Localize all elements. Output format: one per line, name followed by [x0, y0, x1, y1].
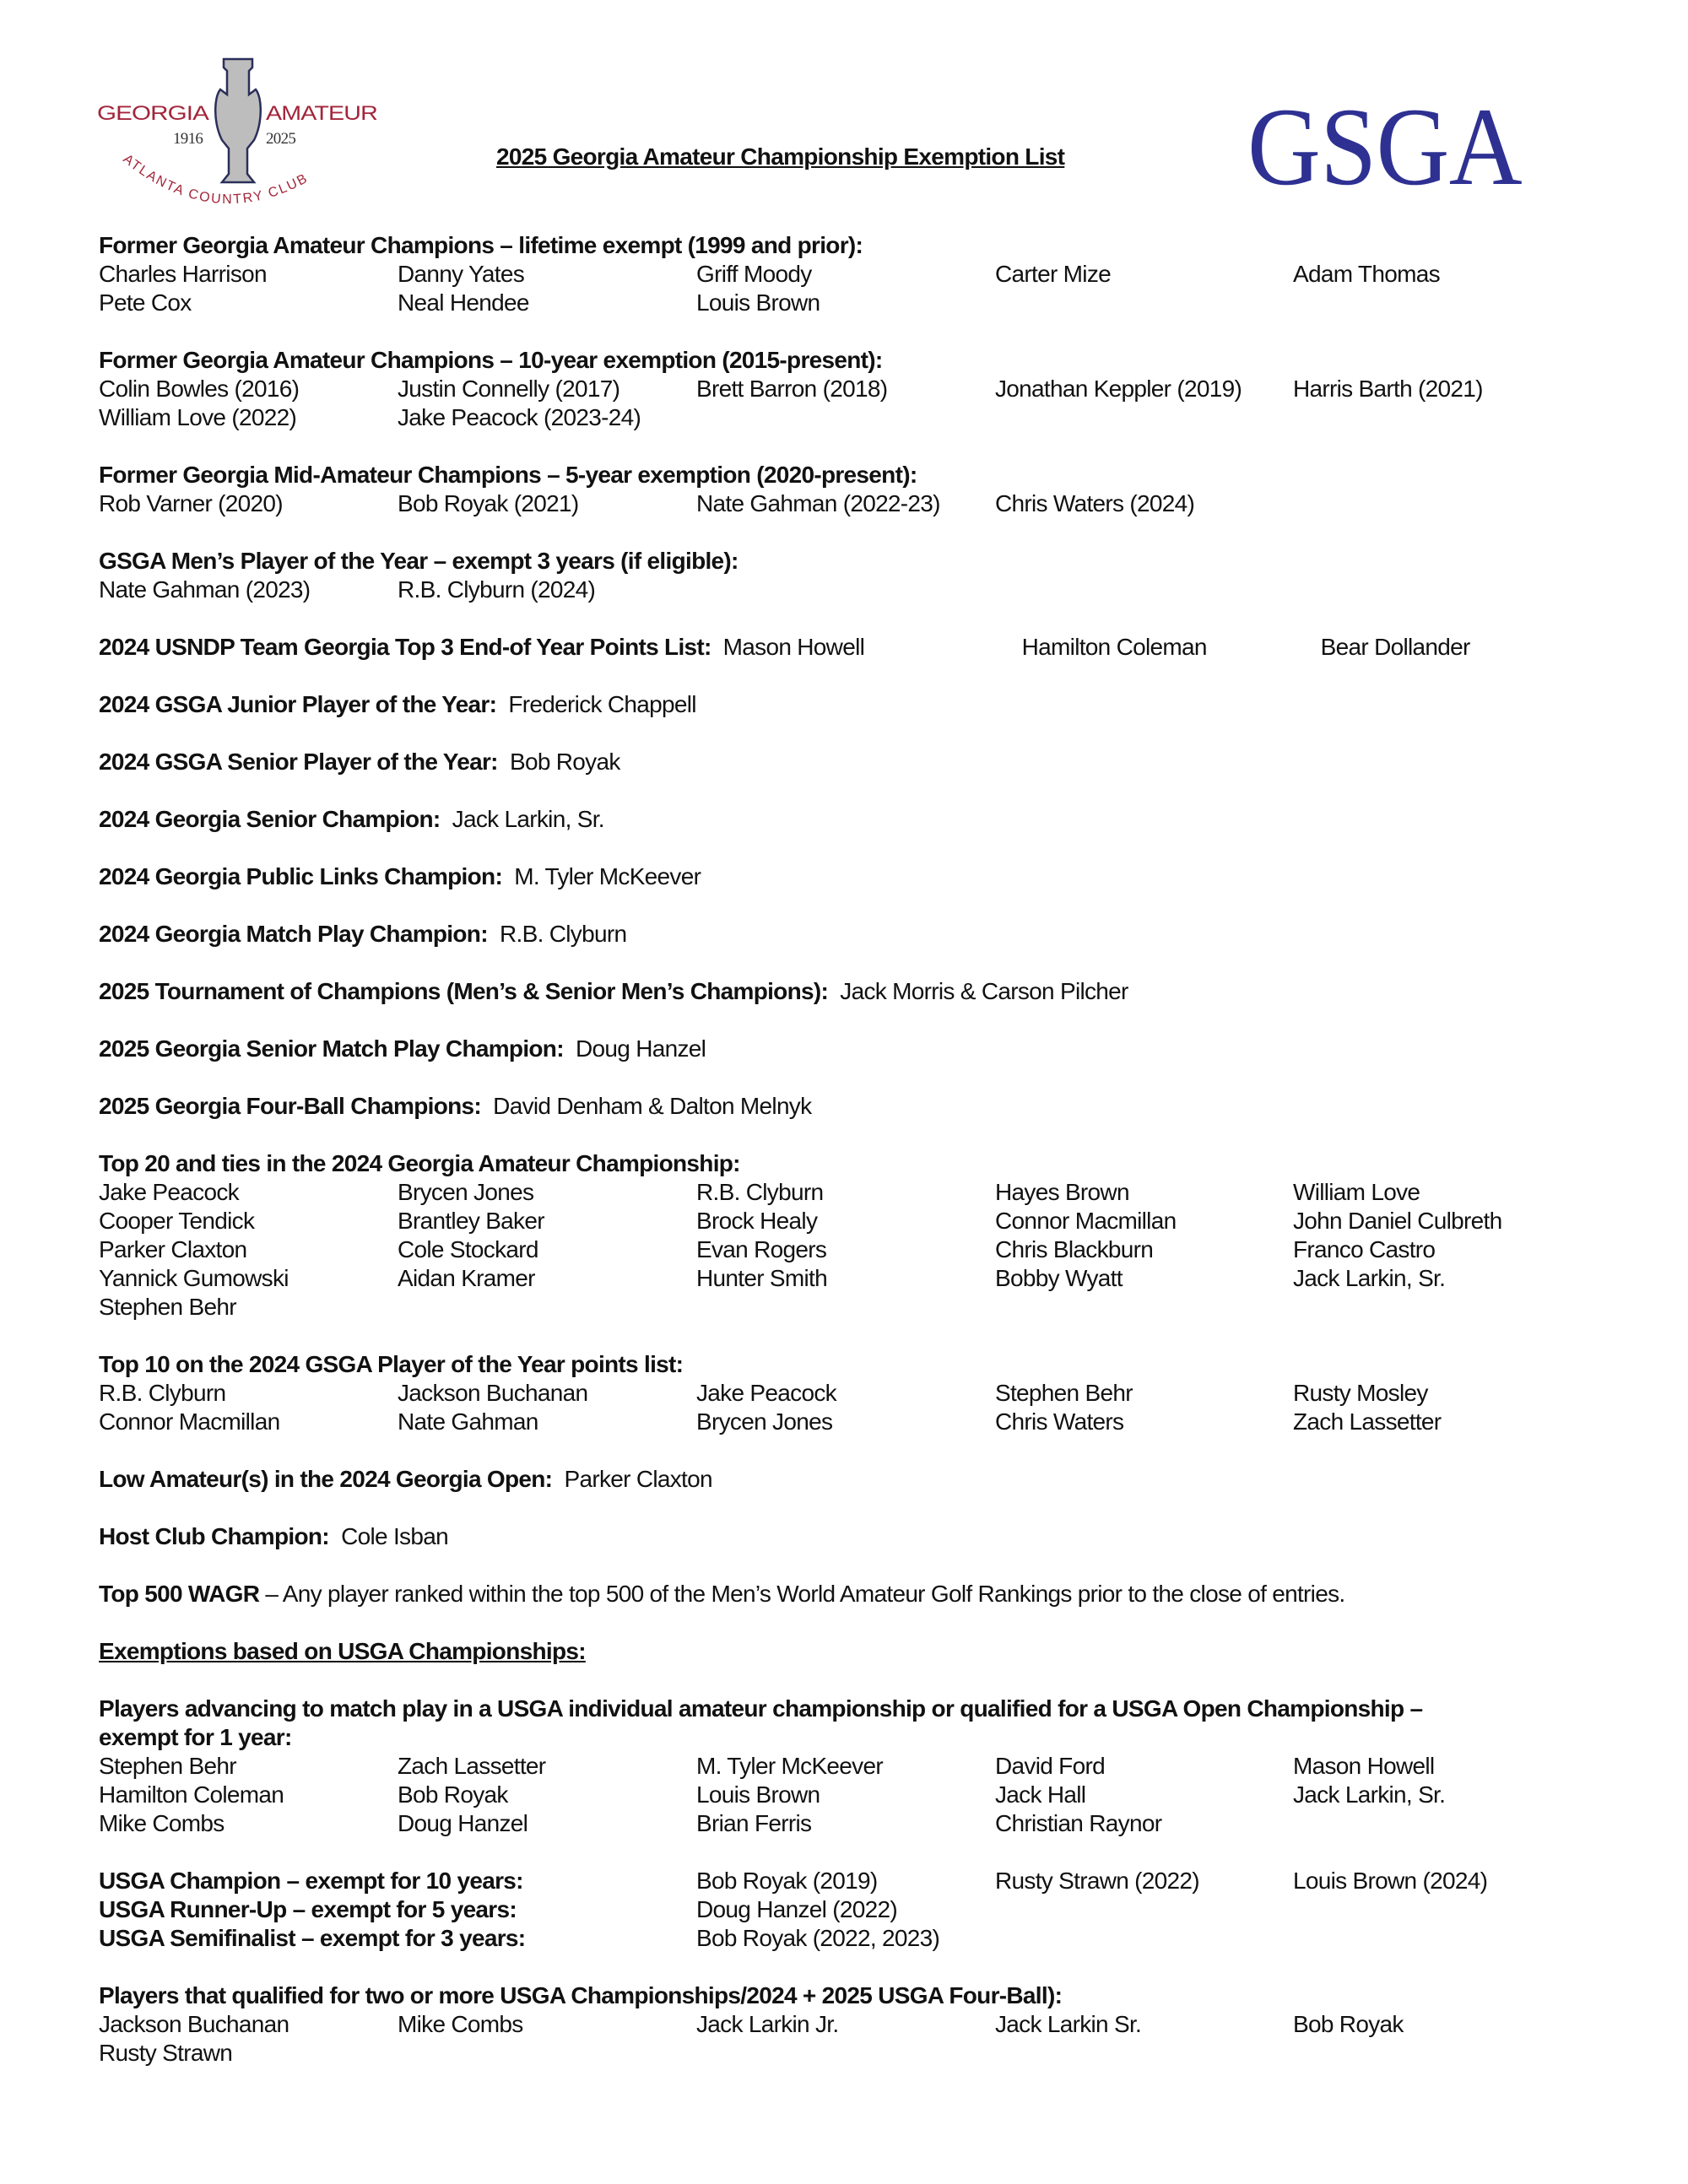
entry-label: 2024 GSGA Junior Player of the Year:	[99, 691, 497, 717]
name-grid	[99, 1752, 1652, 1838]
inline-entry	[99, 1092, 1652, 1121]
exemption-section	[99, 977, 1652, 1006]
player-name: Bob Royak (2022, 2023)	[696, 1925, 940, 1951]
entry-label: Host Club Champion:	[99, 1523, 329, 1549]
player-name: Rusty Mosley	[1293, 1380, 1428, 1406]
player-name: Zach Lassetter	[398, 1753, 546, 1779]
entry-label: 2024 Georgia Match Play Champion:	[99, 921, 488, 947]
player-name: Charles Harrison	[99, 261, 267, 287]
player-name: R.B. Clyburn	[99, 1380, 226, 1406]
player-name: Bob Royak	[1293, 2011, 1404, 2037]
exemption-section	[99, 547, 1652, 604]
inline-entry	[99, 1522, 1652, 1551]
exemption-section	[99, 1350, 1652, 1436]
player-name: Jackson Buchanan	[398, 1380, 588, 1406]
exemption-section	[99, 1522, 1652, 1551]
entry-value: Jack Larkin, Sr.	[452, 806, 604, 832]
exemption-section	[99, 920, 1652, 949]
player-name: Jonathan Keppler (2019)	[995, 376, 1242, 402]
inline-entry	[99, 748, 1652, 776]
name-grid	[99, 1379, 1652, 1436]
player-name: Jack Larkin, Sr.	[1293, 1781, 1446, 1808]
svg-text:AMATEUR: AMATEUR	[266, 102, 378, 125]
player-name: Jack Larkin Jr.	[696, 2011, 839, 2037]
section-heading: Former Georgia Amateur Champions – 10-year exemption (2015-present):	[99, 347, 883, 373]
exemption-section	[99, 1981, 1652, 2068]
player-name: Nate Gahman	[398, 1408, 538, 1435]
player-name: R.B. Clyburn	[696, 1179, 824, 1205]
player-name: M. Tyler McKeever	[696, 1753, 883, 1779]
name-grid	[99, 260, 1652, 317]
inline-entry	[99, 805, 1652, 834]
player-name: Louis Brown (2024)	[1293, 1868, 1488, 1894]
section-heading: Former Georgia Amateur Champions – lifetime exempt (1999 and prior):	[99, 232, 863, 258]
player-name: Chris Waters (2024)	[995, 490, 1195, 516]
player-name: Rob Varner (2020)	[99, 490, 283, 516]
entry-label: Top 500 WAGR	[99, 1581, 260, 1607]
inline-entry	[99, 1580, 1652, 1608]
player-name: Griff Moody	[696, 261, 812, 287]
player-name: Danny Yates	[398, 261, 525, 287]
exemption-section	[99, 1092, 1652, 1121]
exemption-section	[99, 748, 1652, 776]
player-name: Jack Larkin Sr.	[995, 2011, 1142, 2037]
inline-entry	[99, 1465, 1652, 1494]
entry-value: – Any player ranked within the top 500 of the Men’s World Amateur Golf Rankings prior to the close of entries.	[265, 1581, 1345, 1607]
entry-label: 2024 GSGA Senior Player of the Year:	[99, 749, 498, 775]
entry-value: Bob Royak	[509, 749, 620, 775]
player-name: Harris Barth (2021)	[1293, 376, 1483, 402]
inline-entry	[99, 977, 1652, 1006]
player-name: Neal Hendee	[398, 289, 529, 316]
entry-value: Doug Hanzel	[576, 1035, 706, 1062]
player-name: Brycen Jones	[696, 1408, 833, 1435]
player-name: Brian Ferris	[696, 1810, 812, 1836]
section-heading-cont: exempt for 1 year:	[99, 1724, 292, 1750]
player-name: Mason Howell	[722, 634, 865, 660]
section-heading: Exemptions based on USGA Championships:	[99, 1638, 586, 1664]
exemption-section	[99, 690, 1652, 719]
player-name: Louis Brown	[696, 1781, 820, 1808]
player-name: Chris Waters	[995, 1408, 1124, 1435]
entry-value: M. Tyler McKeever	[514, 863, 701, 889]
player-name: R.B. Clyburn (2024)	[398, 576, 596, 603]
exemption-section	[99, 633, 1652, 662]
empty-cell	[1293, 1895, 1614, 1924]
svg-text:2025: 2025	[266, 130, 296, 148]
player-name: Brycen Jones	[398, 1179, 534, 1205]
player-name: Doug Hanzel	[398, 1810, 528, 1836]
svg-text:GSGA: GSGA	[1247, 100, 1523, 191]
exemption-section	[99, 1465, 1652, 1494]
player-name: Jake Peacock	[99, 1179, 239, 1205]
inline-entry	[99, 920, 1652, 949]
player-name: Hayes Brown	[995, 1179, 1129, 1205]
entry-label: 2025 Georgia Senior Match Play Champion:	[99, 1035, 564, 1062]
player-name: Chris Blackburn	[995, 1236, 1154, 1262]
exemption-list	[99, 231, 1652, 2096]
player-name: Rusty Strawn	[99, 2040, 233, 2066]
player-name: Parker Claxton	[99, 1236, 247, 1262]
player-name: Brett Barron (2018)	[696, 376, 888, 402]
svg-text:1916: 1916	[173, 130, 203, 148]
player-name: Adam Thomas	[1293, 261, 1440, 287]
player-name: Hamilton Coleman	[1021, 634, 1207, 660]
name-grid	[99, 375, 1652, 432]
player-name: Nate Gahman (2023)	[99, 576, 311, 603]
inline-entry	[99, 862, 1652, 891]
entry-label: 2024 USNDP Team Georgia Top 3 End-of Year Points List:	[99, 634, 711, 660]
entry-label: 2024 Georgia Senior Champion:	[99, 806, 441, 832]
player-name: Doug Hanzel (2022)	[696, 1896, 897, 1922]
entry-value: Frederick Chappell	[508, 691, 696, 717]
empty-cell	[995, 1895, 1293, 1924]
entry-label: 2025 Tournament of Champions (Men’s & Senior Men’s Champions):	[99, 978, 829, 1004]
svg-text:ATLANTA COUNTRY CLUB: ATLANTA COUNTRY CLUB	[120, 151, 311, 204]
player-name: Mike Combs	[398, 2011, 523, 2037]
player-name: Aidan Kramer	[398, 1265, 535, 1291]
exemption-section	[99, 461, 1652, 518]
player-name: Brock Healy	[696, 1208, 818, 1234]
player-name: Hamilton Coleman	[99, 1781, 284, 1808]
player-name: Louis Brown	[696, 289, 820, 316]
exemption-section	[99, 1695, 1652, 1838]
player-name: Mason Howell	[1293, 1753, 1435, 1779]
exemption-section	[99, 805, 1652, 834]
player-name: Bear Dollander	[1320, 634, 1470, 660]
inline-entry	[99, 1035, 1652, 1063]
player-name: Evan Rogers	[696, 1236, 827, 1262]
player-name: Bob Royak (2019)	[696, 1868, 878, 1894]
entry-value: Jack Morris & Carson Pilcher	[840, 978, 1128, 1004]
georgia-amateur-logo	[97, 52, 380, 204]
empty-cell	[995, 1924, 1293, 1953]
player-name: Bob Royak	[398, 1781, 508, 1808]
player-name: Carter Mize	[995, 261, 1111, 287]
empty-cell	[1293, 1924, 1614, 1953]
player-name: Cooper Tendick	[99, 1208, 255, 1234]
section-heading: Top 10 on the 2024 GSGA Player of the Year points list:	[99, 1351, 684, 1377]
player-name: William Love	[1293, 1179, 1420, 1205]
entry-value: Cole Isban	[341, 1523, 448, 1549]
entry-label: 2024 Georgia Public Links Champion:	[99, 863, 503, 889]
exemption-section	[99, 862, 1652, 891]
usga-champions-grid	[99, 1867, 1652, 1953]
player-name: Christian Raynor	[995, 1810, 1162, 1836]
section-heading: Players advancing to match play in a USGA individual amateur championship or qualified for a USGA Open Championship –	[99, 1695, 1423, 1722]
player-name: Justin Connelly (2017)	[398, 376, 620, 402]
player-name: Stephen Behr	[99, 1294, 236, 1320]
exemption-section	[99, 346, 1652, 432]
player-name: Jack Hall	[995, 1781, 1086, 1808]
player-name: Mike Combs	[99, 1810, 225, 1836]
player-name: Jake Peacock	[696, 1380, 836, 1406]
player-name: Connor Macmillan	[99, 1408, 280, 1435]
page-title: 2025 Georgia Amateur Championship Exemption List	[496, 143, 1065, 170]
entry-value: David Denham & Dalton Melnyk	[493, 1093, 812, 1119]
name-grid	[99, 489, 1652, 518]
name-grid	[99, 1178, 1652, 1322]
entry-value: R.B. Clyburn	[500, 921, 627, 947]
section-heading: Players that qualified for two or more USGA Championships/2024 + 2025 USGA Four-Ball):	[99, 1982, 1063, 2008]
entry-label: Low Amateur(s) in the 2024 Georgia Open:	[99, 1466, 553, 1492]
player-name: Cole Stockard	[398, 1236, 538, 1262]
player-name: Bob Royak (2021)	[398, 490, 579, 516]
svg-text:GEORGIA: GEORGIA	[97, 102, 209, 125]
section-heading: GSGA Men’s Player of the Year – exempt 3 years (if eligible):	[99, 548, 738, 574]
usndp-entry	[99, 633, 1652, 662]
entry-label: USGA Champion – exempt for 10 years:	[99, 1868, 523, 1894]
inline-entry	[99, 690, 1652, 719]
player-name: Hunter Smith	[696, 1265, 827, 1291]
entry-value: Parker Claxton	[564, 1466, 712, 1492]
player-name: Yannick Gumowski	[99, 1265, 289, 1291]
player-name: Brantley Baker	[398, 1208, 544, 1234]
exemption-section	[99, 1580, 1652, 1608]
player-name: Colin Bowles (2016)	[99, 376, 300, 402]
exemption-section	[99, 1637, 1652, 1666]
name-grid	[99, 576, 1652, 604]
gsga-logo	[1247, 100, 1526, 191]
player-name: Jake Peacock (2023-24)	[398, 404, 641, 430]
player-name: William Love (2022)	[99, 404, 297, 430]
exemption-section	[99, 1867, 1652, 1953]
player-name: Jackson Buchanan	[99, 2011, 289, 2037]
player-name: Bobby Wyatt	[995, 1265, 1123, 1291]
section-heading: Top 20 and ties in the 2024 Georgia Amateur Championship:	[99, 1150, 740, 1176]
player-name: Zach Lassetter	[1293, 1408, 1442, 1435]
player-name: Franco Castro	[1293, 1236, 1436, 1262]
player-name: David Ford	[995, 1753, 1105, 1779]
player-name: Connor Macmillan	[995, 1208, 1177, 1234]
player-name: Jack Larkin, Sr.	[1293, 1265, 1446, 1291]
player-name: John Daniel Culbreth	[1293, 1208, 1502, 1234]
section-heading: Former Georgia Mid-Amateur Champions – 5-year exemption (2020-present):	[99, 462, 917, 488]
entry-label: USGA Runner-Up – exempt for 5 years:	[99, 1896, 517, 1922]
player-name: Stephen Behr	[995, 1380, 1133, 1406]
player-name: Nate Gahman (2022-23)	[696, 490, 940, 516]
name-grid	[99, 2010, 1652, 2068]
exemption-section	[99, 1149, 1652, 1322]
player-name: Stephen Behr	[99, 1753, 236, 1779]
exemption-section	[99, 1035, 1652, 1063]
player-name: Pete Cox	[99, 289, 192, 316]
entry-label: 2025 Georgia Four-Ball Champions:	[99, 1093, 481, 1119]
exemption-section	[99, 231, 1652, 317]
player-name: Rusty Strawn (2022)	[995, 1868, 1199, 1894]
entry-label: USGA Semifinalist – exempt for 3 years:	[99, 1925, 526, 1951]
